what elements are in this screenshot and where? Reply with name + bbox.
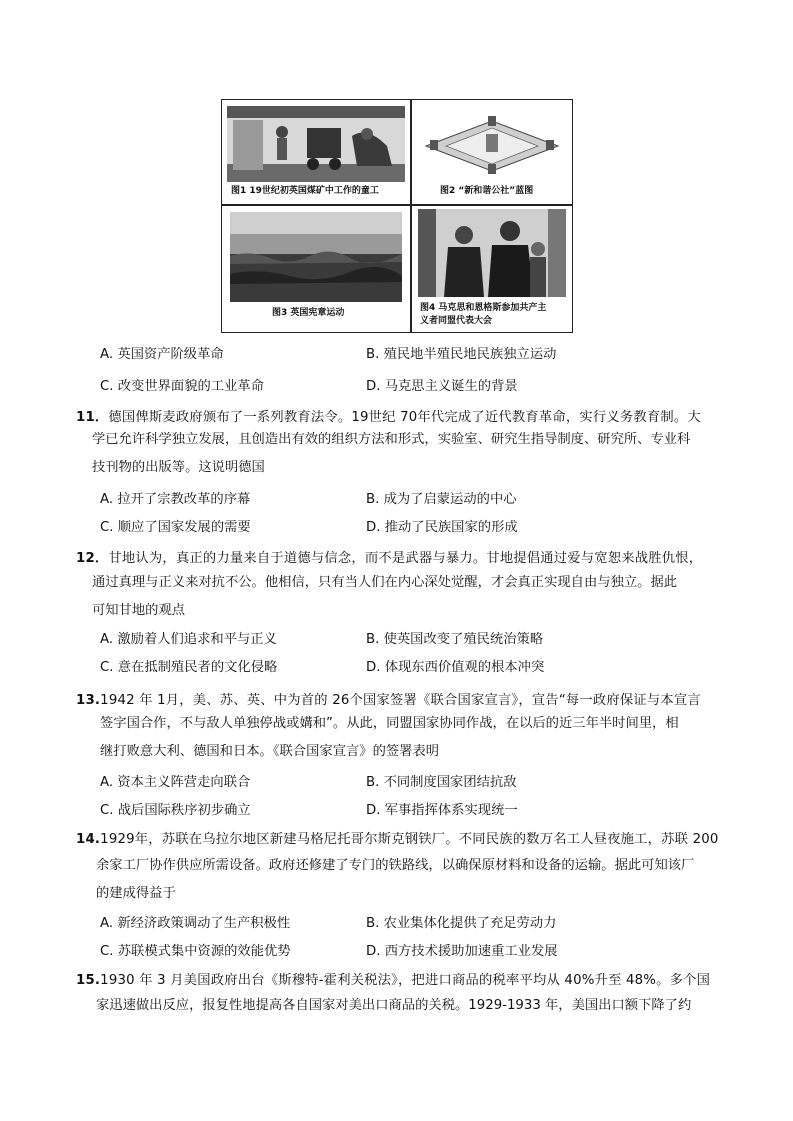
question-14-continued [96, 852, 694, 908]
child-labor-mine-image [227, 106, 405, 182]
q12-option-d: D. 体现东西价值观的根本冲突 [366, 660, 545, 675]
question-number: 15. [76, 973, 101, 988]
chartist-movement-image [230, 212, 402, 302]
question-12 [76, 547, 702, 571]
figure-1-caption: 图1 19世纪初英国煤矿中工作的童工 [231, 186, 379, 196]
q14-option-b: B. 农业集体化提供了充足劳动力 [366, 916, 557, 931]
figure-3-caption: 图3 英国宪章运动 [272, 308, 345, 318]
figure-3 [222, 206, 410, 332]
question-15-continued [96, 992, 691, 1020]
question-number: 12． [76, 551, 109, 566]
question-15 [76, 969, 710, 993]
question-text: 德国俾斯麦政府颁布了一系列教育法令。19世纪 70年代完成了近代教育革命，实行义务教育制。大 [108, 410, 701, 425]
question-text: 签字国合作，不与敌人单独停战或媾和”。从此，同盟国家协同作战，在以后的近三年半时间里，相 [100, 716, 679, 731]
q11-option-b: B. 成为了启蒙运动的中心 [366, 492, 517, 507]
figure-1 [222, 100, 410, 204]
q12-option-b: B. 使英国改变了殖民统治策略 [366, 632, 544, 647]
q14-option-d: D. 西方技术援助加速重工业发展 [366, 944, 558, 959]
q13-option-b: B. 不同制度国家团结抗敌 [366, 775, 517, 790]
q13-option-d: D. 军事指挥体系实现统一 [366, 803, 518, 818]
question-text: 通过真理与正义来对抗不公。他相信，只有当人们在内心深处觉醒，才会真正实现自由与独立。据此 [92, 575, 678, 590]
q12-option-c: C. 意在抵制殖民者的文化侵略 [100, 660, 278, 675]
figure-2 [412, 100, 572, 204]
figure-4-caption-line1: 图4 马克思和恩格斯参加共产主 [420, 303, 547, 313]
question-text: 技刊物的出版等。这说明德国 [92, 460, 265, 475]
question-text: 甘地认为，真正的力量来自于道德与信念，而不是武器与暴力。甘地提倡通过爱与宽恕来战胜仇恨， [108, 551, 703, 566]
q10-option-b: B. 殖民地半殖民地民族独立运动 [366, 347, 557, 362]
figure-grid [221, 99, 573, 333]
question-text: 家迅速做出反应，报复性地提高各自国家对美出口商品的关税。1929-1933 年，美国出口额下降了约 [96, 998, 692, 1013]
question-11-continued [92, 426, 690, 482]
q13-option-a: A. 资本主义阵营走向联合 [100, 775, 251, 790]
q13-option-c: C. 战后国际秩序初步确立 [100, 803, 251, 818]
question-text: 可知甘地的观点 [92, 603, 186, 618]
new-harmony-blueprint-image [416, 106, 568, 178]
q12-option-a: A. 激励着人们追求和平与正义 [100, 632, 277, 647]
question-number: 11． [76, 410, 109, 425]
figure-4-caption-line2: 义者同盟代表大会 [420, 316, 493, 326]
q14-option-c: C. 苏联模式集中资源的效能优势 [100, 944, 291, 959]
question-text: 继打败意大利、德国和日本。《联合国家宣言》的签署表明 [100, 744, 440, 759]
question-number: 14. [76, 832, 101, 847]
question-14 [76, 828, 719, 852]
question-number: 13. [76, 693, 101, 708]
q10-option-d: D. 马克思主义诞生的背景 [366, 379, 518, 394]
question-text: 余家工厂协作供应所需设备。政府还修建了专门的铁路线，以确保原材料和设备的运输。据此可知该厂 [96, 858, 695, 873]
q11-option-a: A. 拉开了宗教改革的序幕 [100, 492, 251, 507]
question-text: 的建成得益于 [96, 886, 176, 901]
q14-option-a: A. 新经济政策调动了生产积极性 [100, 916, 291, 931]
q11-option-c: C. 顺应了国家发展的需要 [100, 520, 251, 535]
marx-engels-congress-image [418, 209, 566, 297]
question-12-continued [92, 569, 677, 625]
question-13-continued [100, 710, 679, 766]
question-text: 学已允许科学独立发展，且创造出有效的组织方法和形式，实验室、研究生指导制度、研究所、专业科 [92, 432, 691, 447]
figure-2-caption: 图2 “新和谐公社”蓝图 [440, 186, 534, 196]
q10-option-c: C. 改变世界面貌的工业革命 [100, 379, 265, 394]
figure-4 [412, 206, 572, 332]
question-text: 1930 年 3 月美国政府出台《斯穆特-霍利关税法》，把进口商品的税率平均从 40%升至 48%。多个国 [100, 973, 711, 988]
q10-option-a: A. 英国资产阶级革命 [100, 347, 224, 362]
q11-option-d: D. 推动了民族国家的形成 [366, 520, 518, 535]
question-text: 1942 年 1月，美、苏、英、中为首的 26个国家签署《联合国家宣言》，宣告“每一政府保证与本宣言 [100, 693, 701, 708]
question-text: 1929年，苏联在乌拉尔地区新建马格尼托哥尔斯克钢铁厂。不同民族的数万名工人昼夜施工，苏联 200 [100, 832, 719, 847]
